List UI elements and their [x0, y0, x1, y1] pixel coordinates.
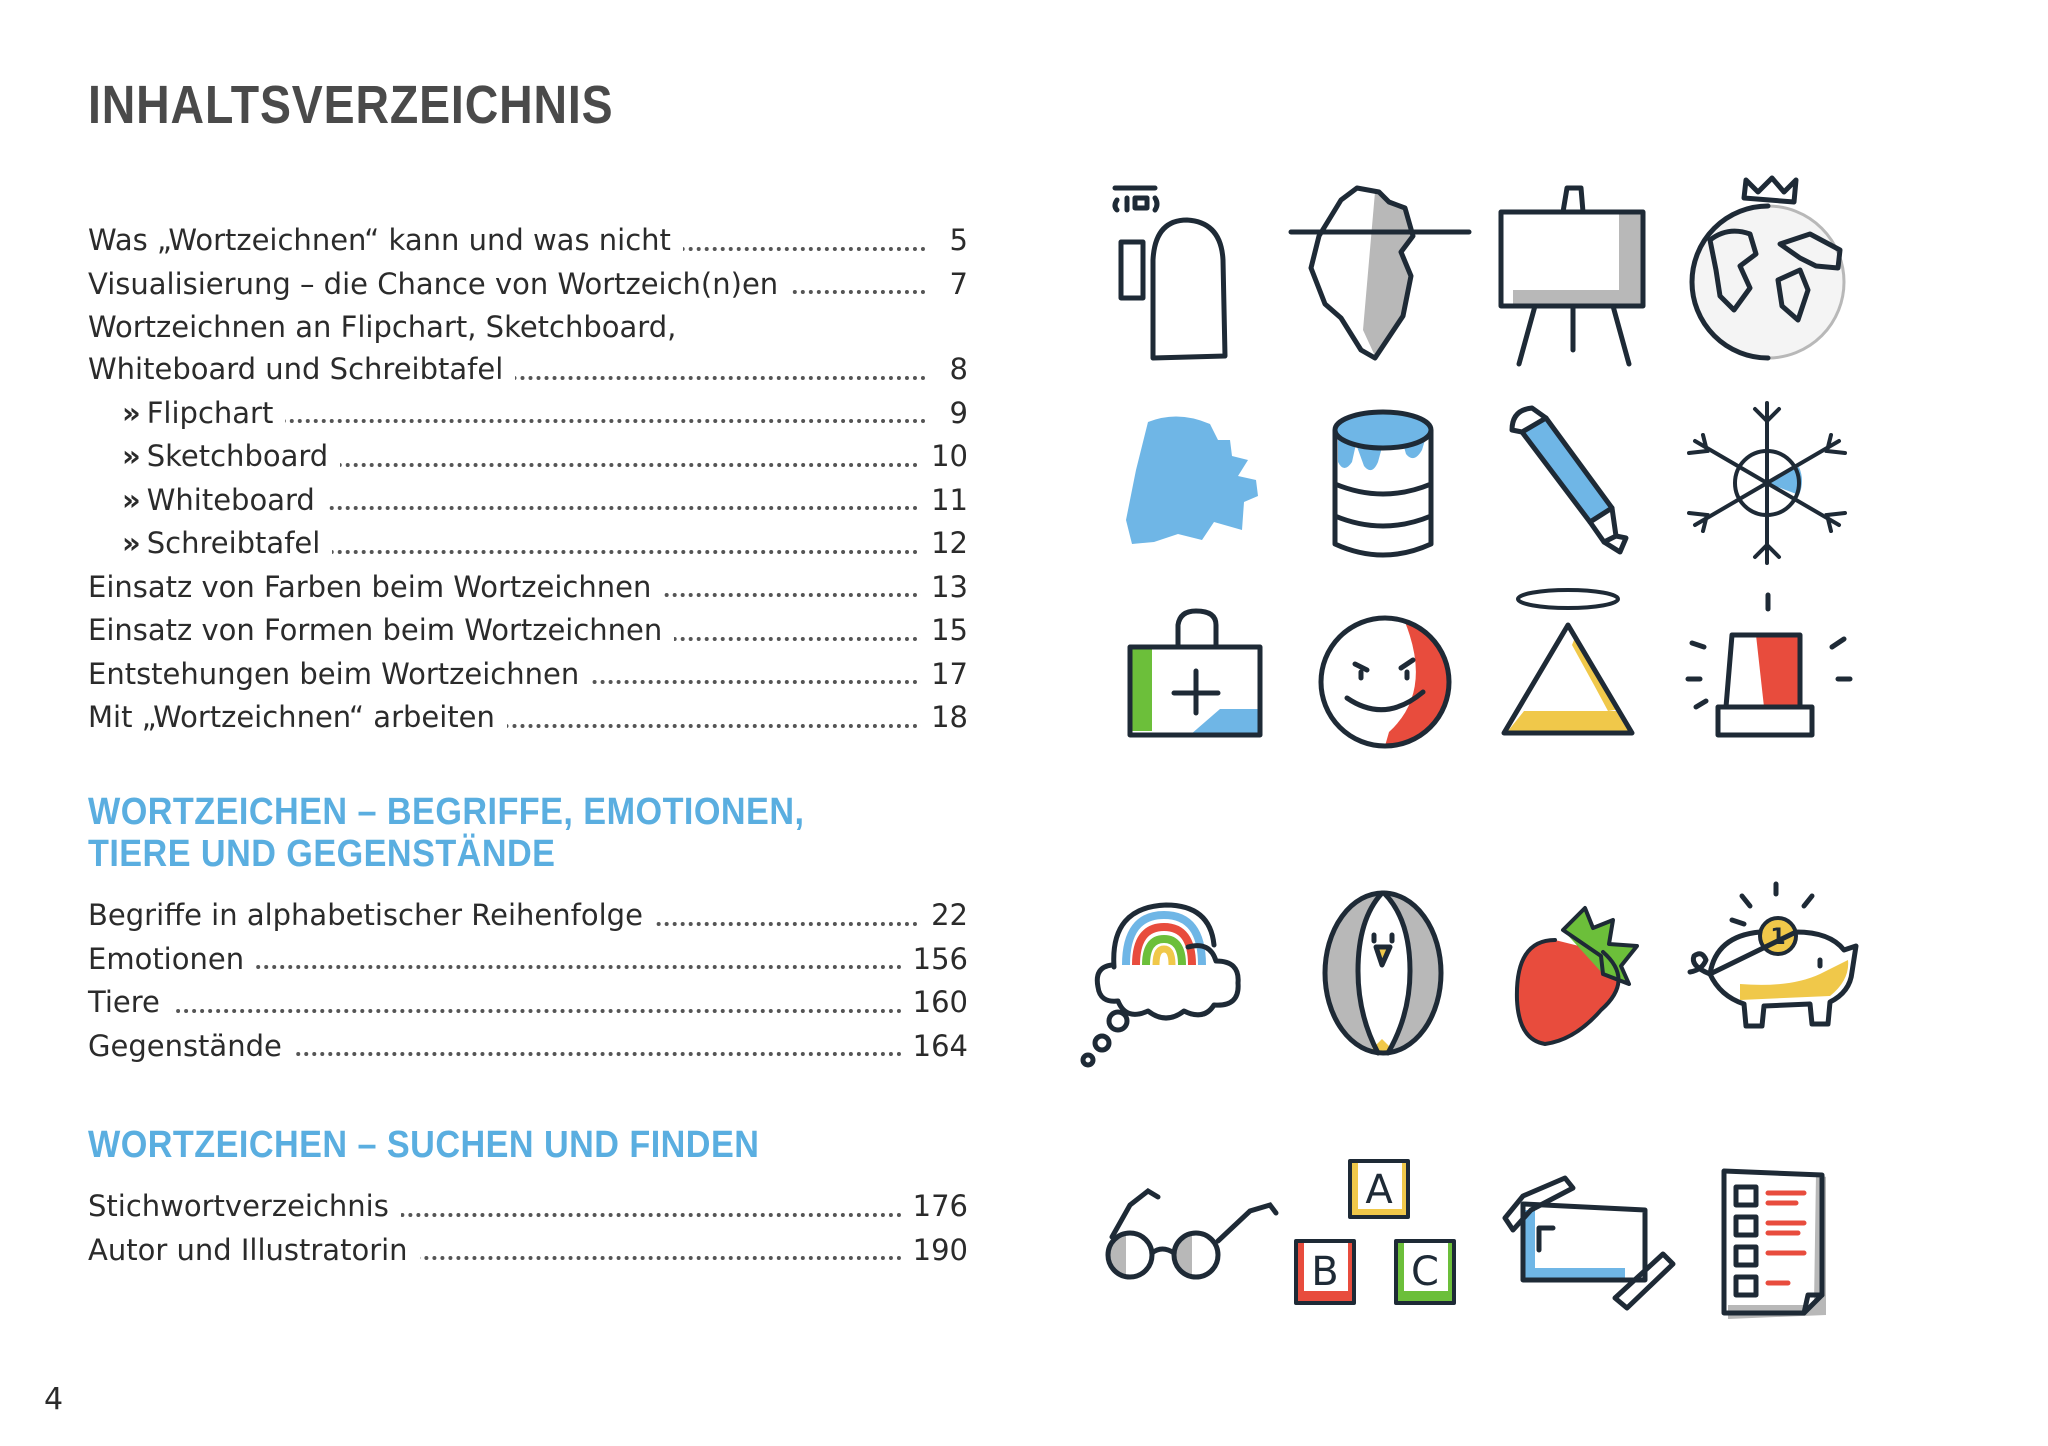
marker-icon	[1498, 400, 1648, 560]
page-title: INHALTSVERZEICHNIS	[88, 75, 614, 135]
smiley-icon	[1315, 612, 1455, 752]
toc-page: 9	[940, 392, 968, 436]
toc-page: 12	[921, 522, 968, 566]
toc-page: 11	[921, 479, 968, 523]
first-aid-bag-icon	[1120, 605, 1270, 745]
toc-page: 22	[921, 894, 968, 938]
toc-entry[interactable]: Visualisierung – die Chance von Wortzeich(n)en 7	[88, 263, 968, 307]
section-heading: WORTZEICHEN – BEGRIFFE, EMOTIONEN, TIERE UND GEGENSTÄNDE	[88, 791, 805, 875]
toc-entry[interactable]: Emotionen 156	[88, 938, 968, 982]
toc-page: 5	[940, 219, 968, 263]
toc-page: 160	[903, 981, 968, 1025]
triangle-halo-icon	[1498, 585, 1638, 745]
toc-section-3	[88, 1185, 968, 1272]
toc-subentry[interactable]: » Schreibtafel 12	[88, 522, 968, 566]
toc-entry[interactable]: Whiteboard und Schreibtafel 8	[88, 348, 968, 392]
toc-page: 7	[940, 263, 968, 307]
strawberry-icon	[1505, 900, 1655, 1050]
toc-main	[88, 219, 968, 740]
toc-entry[interactable]: Was „Wortzeichnen“ kann und was nicht 5	[88, 219, 968, 263]
bullet-chevron: »	[122, 439, 141, 473]
toc-entry[interactable]: Gegenstände 164	[88, 1025, 968, 1069]
toc-entry[interactable]: Wortzeichnen an Flipchart, Sketchboard,	[88, 306, 968, 348]
toc-entry[interactable]: Tiere 160	[88, 981, 968, 1025]
checklist-icon	[1718, 1165, 1833, 1325]
iceberg-icon	[1285, 180, 1470, 370]
toc-page: 17	[921, 653, 968, 697]
bullet-chevron: »	[122, 482, 141, 517]
toc-page: 176	[903, 1185, 968, 1229]
globe-crown-icon	[1680, 170, 1850, 370]
penguin-icon	[1318, 885, 1448, 1060]
toc-subentry[interactable]: » Flipchart 9	[88, 392, 968, 436]
page-number: 4	[44, 1382, 64, 1417]
toc-page: 15	[921, 609, 968, 653]
section-heading: WORTZEICHEN – SUCHEN UND FINDEN	[88, 1124, 760, 1166]
paint-can-icon	[1318, 400, 1448, 570]
piggy-bank-icon	[1680, 880, 1870, 1055]
alarm-light-icon	[1682, 595, 1867, 750]
toc-page: 156	[903, 938, 968, 982]
coin-number: 1	[1770, 925, 1786, 950]
toc-entry[interactable]: Stichwortverzeichnis 176	[88, 1185, 968, 1229]
toc-page: 13	[921, 566, 968, 610]
toc-entry[interactable]: Einsatz von Formen beim Wortzeichnen 15	[88, 609, 968, 653]
easel-icon	[1493, 180, 1653, 370]
toc-subentry[interactable]: » Sketchboard 10	[88, 435, 968, 479]
bullet-chevron: »	[122, 395, 141, 430]
paint-swatch-icon	[1118, 410, 1278, 555]
block-letter-a: A	[1365, 1167, 1393, 1213]
toc-page: 10	[921, 435, 968, 479]
toc-entry[interactable]: Autor und Illustratorin 190	[88, 1229, 968, 1273]
toc-section-2	[88, 894, 968, 1068]
toc-entry[interactable]: Einsatz von Farben beim Wortzeichnen 13	[88, 566, 968, 610]
rainbow-cloud-icon	[1070, 885, 1290, 1085]
toc-page: 190	[903, 1229, 968, 1273]
block-letter-b: B	[1311, 1249, 1339, 1295]
glasses-icon	[1100, 1185, 1280, 1295]
toc-entry[interactable]: Entstehungen beim Wortzeichnen 17	[88, 653, 968, 697]
toc-page: 164	[903, 1025, 968, 1069]
abc-blocks-icon	[1290, 1155, 1465, 1315]
block-letter-c: C	[1411, 1249, 1439, 1295]
snowflake-icon	[1675, 395, 1860, 570]
toc-page: 8	[940, 348, 968, 392]
toc-subentry[interactable]: » Whiteboard 11	[88, 479, 968, 523]
toc-page: 18	[921, 696, 968, 740]
bottle-door-icon	[1105, 180, 1255, 360]
bullet-chevron: »	[122, 526, 141, 560]
toc-entry[interactable]: Mit „Wortzeichnen“ arbeiten 18	[88, 696, 968, 740]
flipchart-card-icon	[1495, 1170, 1680, 1310]
toc-entry[interactable]: Begriffe in alphabetischer Reihenfolge 22	[88, 894, 968, 938]
